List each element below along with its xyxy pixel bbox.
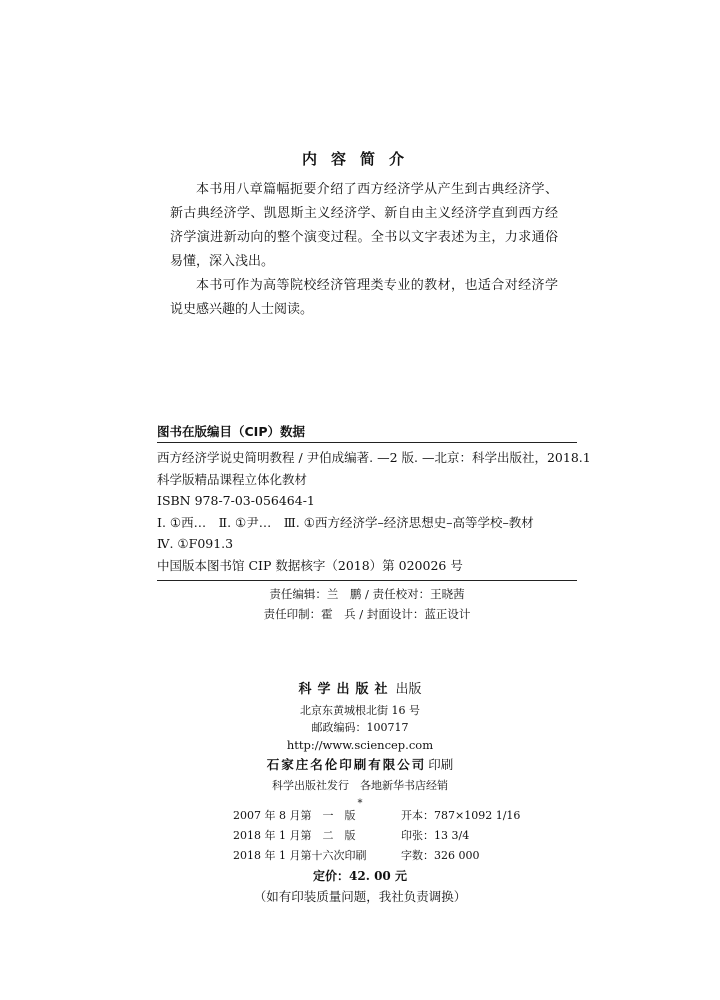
format-info: 字数：326 000 [401, 849, 480, 862]
cip-line: 西方经济学说史简明教程 / 尹伯成编著. —2 版. —北京：科学出版社，2018.1 [157, 450, 591, 465]
edition-row [233, 846, 520, 866]
cip-line: 科学版精品课程立体化教材 [157, 471, 308, 487]
edition-row [233, 826, 520, 846]
edition-info: 2018 年 1 月第十六次印刷 [233, 849, 367, 862]
edition-info: 2018 年 1 月第 二 版 [233, 829, 356, 842]
summary-title: 内容简介 [301, 150, 418, 168]
staff-credits [157, 581, 577, 624]
publisher-suffix: 出版 [395, 682, 422, 697]
cip-number: 中国版本图书馆 CIP 数据核字（2018）第 020026 号 [157, 557, 463, 573]
edition-table [233, 806, 520, 866]
edition-info: 2007 年 8 月第 一 版 [233, 809, 356, 822]
cip-line: Ⅰ. ①西… Ⅱ. ①尹… Ⅲ. ①西方经济学–经济思想史–高等学校–教材 [157, 514, 534, 530]
quality-notice: （如有印装质量问题，我社负责调换） [253, 889, 467, 904]
cip-block [157, 422, 591, 624]
cip-line: ISBN 978-7-03-056464-1 [157, 493, 315, 508]
printer-company: 石家庄名伦印刷有限公司 [266, 757, 427, 772]
printer-name [0, 754, 720, 776]
publisher-block [0, 678, 720, 812]
publisher-address: 北京东黄城根北街 16 号 [300, 704, 420, 717]
format-info: 印张：13 3/4 [401, 829, 470, 842]
summary-paragraph: 本书可作为高等院校经济管理类专业的教材，也适合对经济学说史感兴趣的人士阅读。 [170, 278, 558, 317]
cip-heading: 图书在版编目（CIP）数据 [157, 424, 305, 439]
printer-suffix: 印刷 [428, 757, 454, 772]
cip-entries [157, 443, 591, 576]
staff-line: 责任编辑：兰 鹏 / 责任校对：王晓茜 [269, 587, 465, 601]
publisher-url: http://www.sciencep.com [286, 738, 434, 752]
publisher-name [0, 678, 720, 702]
publisher-logo-text: 科学出版社 [298, 682, 394, 697]
separator-mark: * [357, 798, 363, 809]
publisher-postcode: 邮政编码：100717 [311, 721, 409, 734]
edition-row [233, 806, 520, 826]
price: 定价：42. 00 元 [313, 869, 407, 883]
summary-paragraph: 本书用八章篇幅扼要介绍了西方经济学从产生到古典经济学、新古典经济学、凯恩斯主义经济学、新自由主义经济学直到西方经济学演进新动向的整个演变过程。全书以文字表述为主，力求通俗易懂，深入浅出。 [170, 182, 558, 269]
cip-line: Ⅳ. ①F091.3 [157, 536, 234, 551]
format-info: 开本：787×1092 1/16 [401, 809, 521, 822]
summary-body [170, 178, 558, 322]
staff-line: 责任印制：霍 兵 / 封面设计：蓝正设计 [263, 607, 471, 621]
distribution-line: 科学出版社发行 各地新华书店经销 [272, 779, 448, 792]
